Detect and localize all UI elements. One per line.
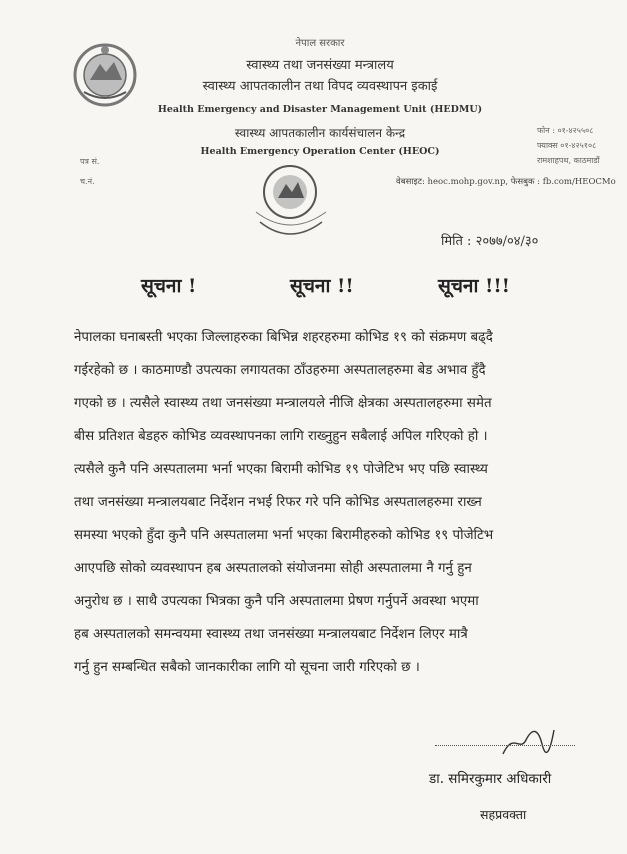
phone-number: फोन : ०१-४२५५०८ [537,126,594,135]
body-line: अनुरोध छ । साथै उपत्यका भित्रका कुनै पनि अस्पतालमा प्रेषण गर्नुपर्ने अवस्था भएमा [74,594,479,609]
fax-number: फ्याक्स ०१-४२५१०८ [537,141,597,150]
body-line: समस्या भएको हुँदा कुनै पनि अस्पतालमा भर्ना भएका बिरामीहरुको कोभिड १९ पोजेटिभ [74,528,494,543]
letter-number-label: पत्र सं. [80,157,100,166]
office-stamp-icon [240,150,340,250]
body-line: गर्नु हुन सम्बन्धित सबैको जानकारीका लागि यो सूचना जारी गरिएको छ । [74,660,420,675]
body-line: तथा जनसंख्या मन्त्रालयबाट निर्देशन नभई रिफर गरे पनि कोभिड अस्पतालहरुमा राख्न [74,495,482,510]
unit-name-english: Health Emergency and Disaster Management Unit (HEDMU) [157,104,483,115]
signer-name: डा. समिरकुमार अधिकारी [429,771,552,787]
dispatch-number-label: च.नं. [80,177,95,186]
signature-icon [498,722,558,762]
web-and-social-links: वेबसाइट: heoc.mohp.gov.np, फेसबुक : fb.com/HEOCMo [396,177,616,187]
ministry-name: स्वास्थ्य तथा जनसंख्या मन्त्रालय [246,58,394,73]
notice-heading-1: सूचना ! [141,275,197,297]
notice-heading-2: सूचना !! [290,275,354,297]
body-line: बीस प्रतिशत बेडहरु कोभिड व्यवस्थापनका लागि राख्नुहुन सबैलाई अपिल गरिएको हो । [74,429,488,444]
signature-line [435,745,575,746]
body-line: आएपछि सोको व्यवस्थापन हब अस्पतालको संयोजनमा सोही अस्पतालमा नै गर्नु हुन [74,561,472,576]
government-name: नेपाल सरकार [295,38,345,49]
notice-heading-3: सूचना !!! [438,275,511,297]
signer-role: सहप्रवक्ता [480,807,527,822]
body-line: नेपालका घनाबस्ती भएका जिल्लाहरुका बिभिन्न शहरहरुमा कोभिड १९ को संक्रमण बढ्दै [74,330,493,345]
body-line: त्यसैले कुनै पनि अस्पतालमा भर्ना भएका बिरामी कोभिड १९ पोजेटिभ भए पछि स्वास्थ्य [74,462,488,477]
body-line: गईरहेको छ । काठमाण्डौ उपत्यका लगायतका ठाँउहरुमा अस्पतालहरुमा बेड अभाव हुँदै [74,363,486,378]
center-name-nepali: स्वास्थ्य आपतकालीन कार्यसंचालन केन्द्र [234,126,406,140]
notice-date: मिति : २०७७/०४/३० [441,234,539,249]
unit-name-nepali: स्वास्थ्य आपतकालीन तथा विपद व्यवस्थापन इकाई [202,79,438,94]
office-location: रामशाहपथ, काठमाडौं [537,156,600,165]
body-line: हब अस्पतालको समन्वयमा स्वास्थ्य तथा जनसंख्या मन्त्रालयबाट निर्देशन लिएर मात्रै [74,627,468,642]
center-name-english: Health Emergency Operation Center (HEOC) [200,146,440,157]
nepal-emblem-icon [70,40,140,110]
body-line: गएको छ । त्यसैले स्वास्थ्य तथा जनसंख्या मन्त्रालयले नीजि क्षेत्रका अस्पतालहरुमा समेत [74,396,492,411]
